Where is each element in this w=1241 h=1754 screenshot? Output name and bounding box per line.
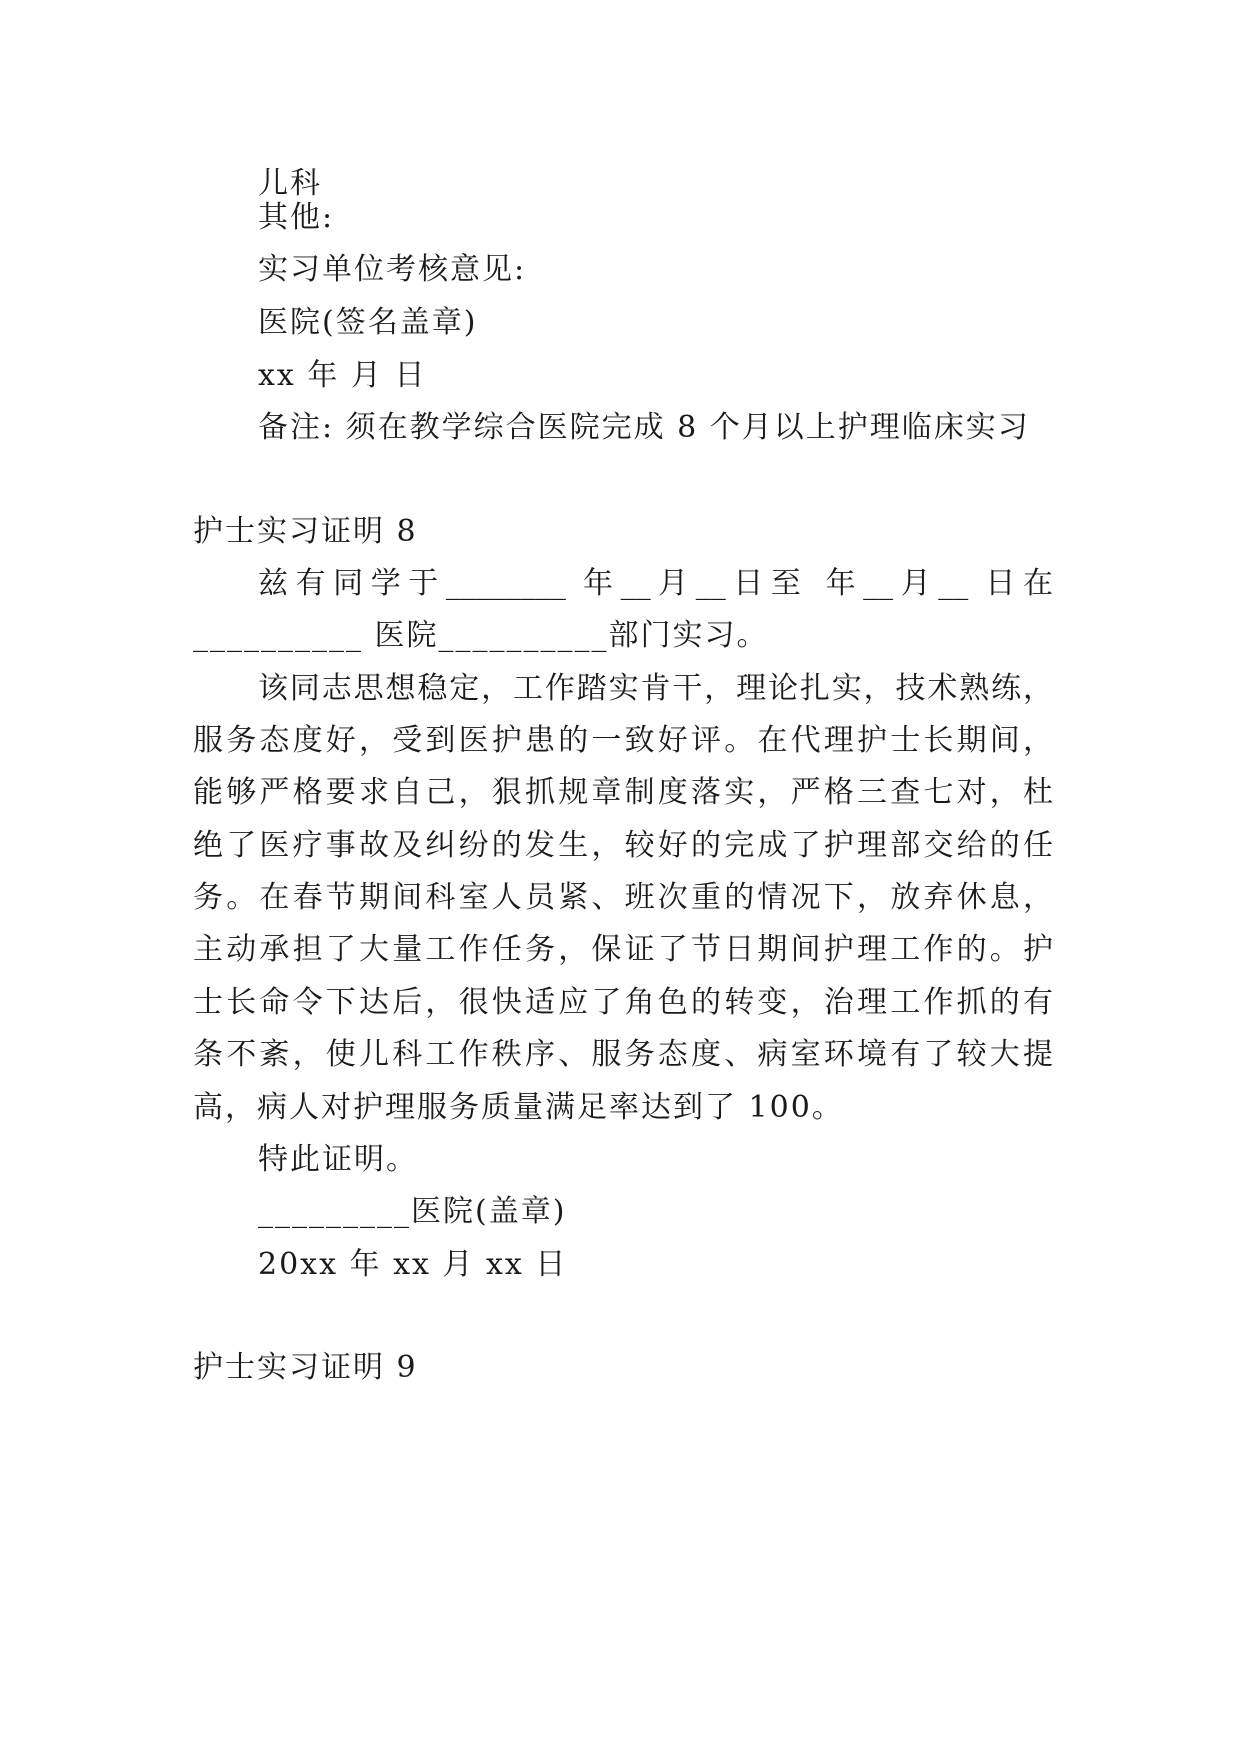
- text-line: 实习单位考核意见:: [258, 252, 527, 287]
- text-line: 医院(签名盖章): [258, 305, 478, 340]
- body-line: 务。在春节期间科室人员紧、班次重的情况下，放弃休息，: [193, 880, 1053, 915]
- body-line: 绝了医疗事故及纠纷的发生，较好的完成了护理部交给的任: [193, 828, 1053, 863]
- body-line: 主动承担了大量工作任务，保证了节日期间护理工作的。护: [193, 932, 1053, 967]
- remark-line: 备注: 须在教学综合医院完成 8 个月以上护理临床实习: [258, 410, 1030, 445]
- intro-line: 兹有同学于________ 年__月__日至 年__月__ 日在: [258, 566, 1053, 601]
- intro-line: __________ 医院__________部门实习。: [193, 618, 769, 653]
- body-line: 士长命令下达后，很快适应了角色的转变，治理工作抓的有: [193, 985, 1053, 1020]
- text-line: 其他:: [258, 200, 335, 235]
- body-line: 高，病人对护理服务质量满足率达到了 100。: [193, 1090, 844, 1125]
- body-line: 服务态度好，受到医护患的一致好评。在代理护士长期间，: [193, 723, 1053, 758]
- section-heading: 护士实习证明 9: [193, 1350, 418, 1385]
- text-line: xx 年 月 日: [258, 358, 427, 393]
- closing-text: 特此证明。: [258, 1142, 418, 1177]
- signature-line: _________医院(盖章): [258, 1194, 567, 1229]
- body-line: 能够严格要求自己，狠抓规章制度落实，严格三查七对，杜: [193, 775, 1053, 810]
- body-line: 条不紊，使儿科工作秩序、服务态度、病室环境有了较大提: [193, 1037, 1053, 1072]
- date-line: 20xx 年 xx 月 xx 日: [258, 1247, 568, 1282]
- body-line: 该同志思想稳定，工作踏实肯干，理论扎实，技术熟练，: [258, 671, 1053, 706]
- text-line: 儿科: [258, 166, 322, 201]
- section-heading: 护士实习证明 8: [193, 514, 418, 549]
